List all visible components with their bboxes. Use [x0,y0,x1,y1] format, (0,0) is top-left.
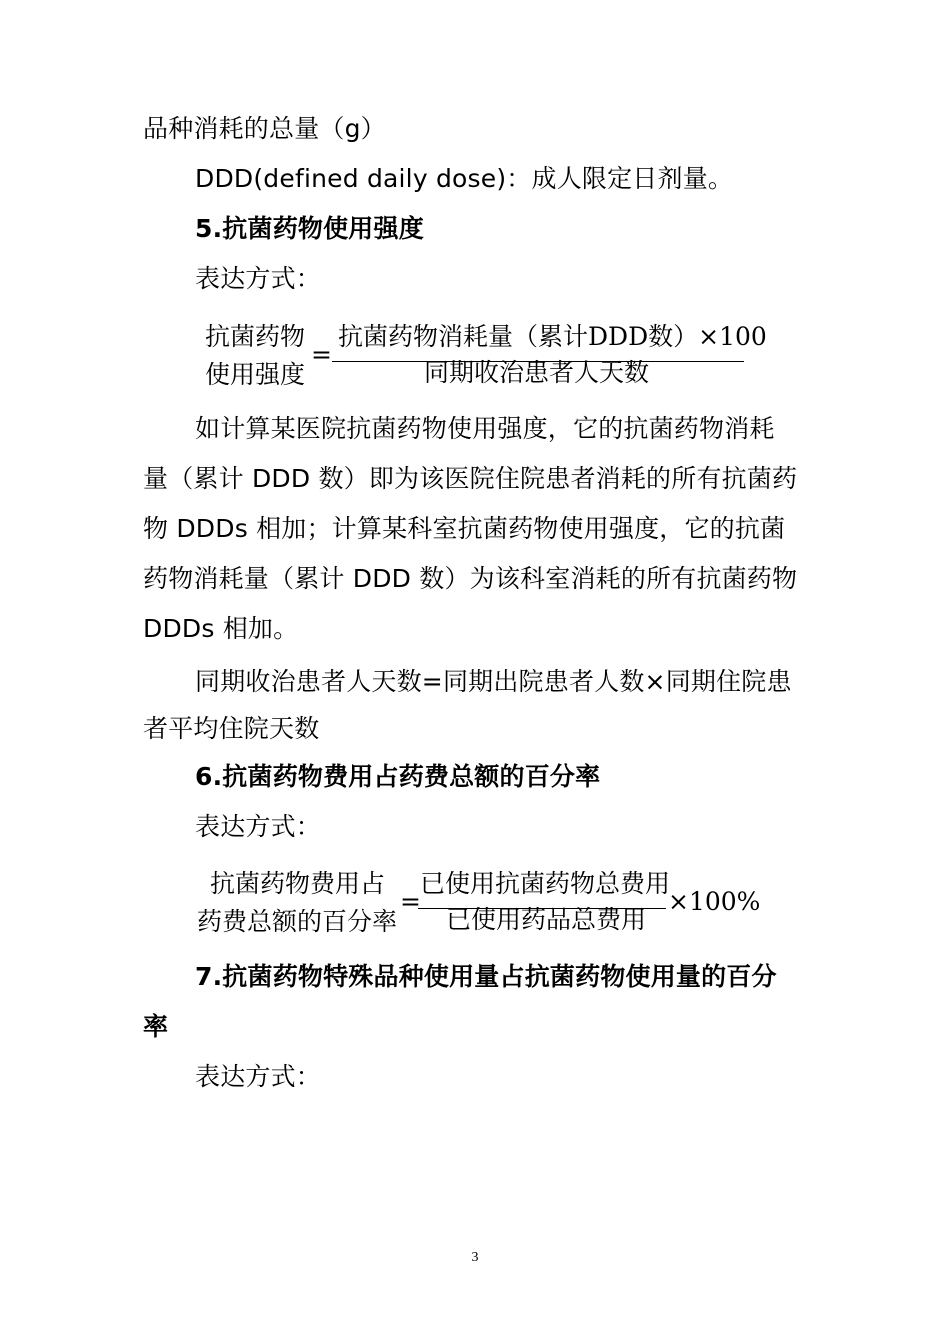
text-line: 同期收治患者人天数=同期出院患者人数×同期住院患 [195,667,792,696]
formula-numerator: 抗菌药物消耗量（累计DDD数）×100 [338,322,767,351]
formula-lhs-bottom: 药费总额的百分率 [197,907,398,936]
formula-numerator: 已使用抗菌药物总费用 [420,869,671,898]
section-heading-7: 7.抗菌药物特殊品种使用量占抗菌药物使用量的百分 [195,962,777,991]
formula-lhs-bottom: 使用强度 [205,360,306,389]
formula-denominator: 已使用药品总费用 [446,905,647,934]
text-line: 量（累计 DDD 数）即为该医院住院患者消耗的所有抗菌药 [143,464,798,493]
text-line: 物 DDDs 相加；计算某科室抗菌药物使用强度，它的抗菌 [143,514,786,543]
page-number: 3 [471,1250,479,1265]
text-line: DDDs 相加。 [143,614,299,643]
expression-label: 表达方式： [195,1062,322,1091]
formula-equals: = [311,340,332,369]
text-line: 者平均住院天数 [143,714,320,743]
text-line: 药物消耗量（累计 DDD 数）为该科室消耗的所有抗菌药物 [143,564,798,593]
section-heading-5: 5.抗菌药物使用强度 [195,214,424,243]
section-heading-6: 6.抗菌药物费用占药费总额的百分率 [195,762,601,791]
ddd-definition: DDD(defined daily dose)：成人限定日剂量。 [195,164,734,193]
formula-equals: = [400,887,421,916]
expression-label: 表达方式： [195,264,322,293]
text-line: 品种消耗的总量（g） [143,114,386,143]
expression-label: 表达方式： [195,812,322,841]
formula-multiplier: ×100% [668,887,761,916]
section-heading-7-cont: 率 [143,1012,169,1041]
formula-lhs-top: 抗菌药物 [205,322,306,351]
text-line: 如计算某医院抗菌药物使用强度，它的抗菌药物消耗 [195,414,775,443]
formula-lhs-top: 抗菌药物费用占 [210,869,386,898]
formula-denominator: 同期收治患者人天数 [424,358,650,387]
